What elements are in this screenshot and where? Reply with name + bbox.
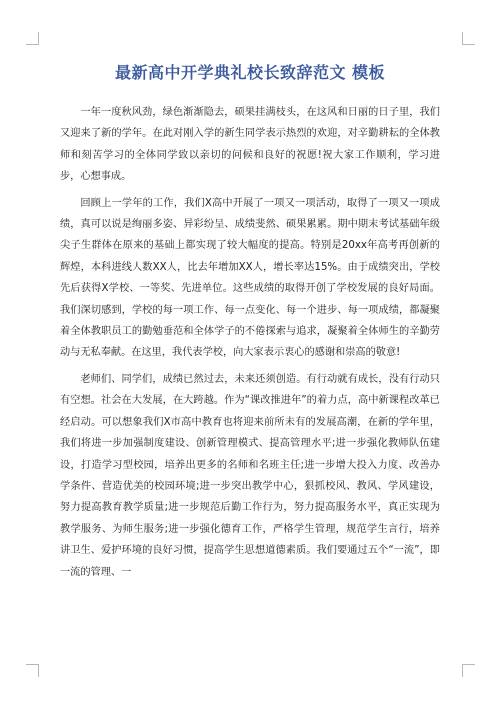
crop-mark-bottom-left xyxy=(26,664,39,677)
paragraph-opening: 一年一度秋风劲，绿色渐渐隐去，硕果挂满枝头，在这风和日丽的日子里，我们又迎来了新的学年。在此对刚入学的新生同学表示热烈的欢迎，对辛勤耕耘的全体教师和刻苦学习的全体同学致以亲切的问候和良好的祝愿!祝大家工作顺利，学习进步，心想事成。 xyxy=(60,107,440,183)
crop-mark-top-left xyxy=(26,32,39,45)
crop-mark-top-right xyxy=(462,32,475,45)
paragraph-review: 回顾上一学年的工作，我们X高中开展了一项又一项活动，取得了一项又一项成绩，真可以说是绚丽多姿、异彩纷呈、成绩斐然、硕果累累。期中期末考试基础年级尖子生群体在原来的基础上都实现了较大幅度的提高。特别是20xx年高考再创新的辉煌，本科进线人数XX人，比去年增加XX人，增长率达15%。由于成绩突出，学校先后获得X学校、一等奖、先进单位。这些成绩的取得开创了学校发展的良好局面。我们深切感到，学校的每一项工作、每一点变化、每一个进步、每一项成绩，都凝聚着全体教职员工的勤勉垂范和全体学子的不倦探索与追求，凝聚着全体师生的辛勤劳动与无私奉献。在这里，我代表学校，向大家表示衷心的感谢和崇高的敬意! xyxy=(60,197,440,359)
document-body xyxy=(60,102,440,588)
document-title: 最新高中开学典礼校长致辞范文 模板 xyxy=(114,63,386,82)
crop-mark-bottom-right xyxy=(462,664,475,677)
paragraph-outlook: 老师们、同学们，成绩已然过去，未来还须创造。有行动就有成长，没有行动只有空想。社会在大发展，在大跨越。作为“课改推进年”的着力点，高中新课程改革已经启动。可以想象我们X市高中教育也将迎来前所未有的发展高潮，在新的学年里，我们将进一步加强制度建设、创新管理模式、提高管理水平;进一步强化教师队伍建设，打造学习型校园，培养出更多的名师和名班主任;进一步增大投入力度、改善办学条件、营造优美的校园环境;进一步突出教学中心，狠抓校风、教风、学风建设，努力提高教育教学质量;进一步规范后勤工作行为，努力提高服务水平，真正实现为教学服务、为师生服务;进一步强化德育工作，严格学生管理，规范学生言行，培养讲卫生、爱护环境的良好习惯，提高学生思想道德素质。我们要通过五个“一流”，即一流的管理、一 xyxy=(60,373,440,578)
